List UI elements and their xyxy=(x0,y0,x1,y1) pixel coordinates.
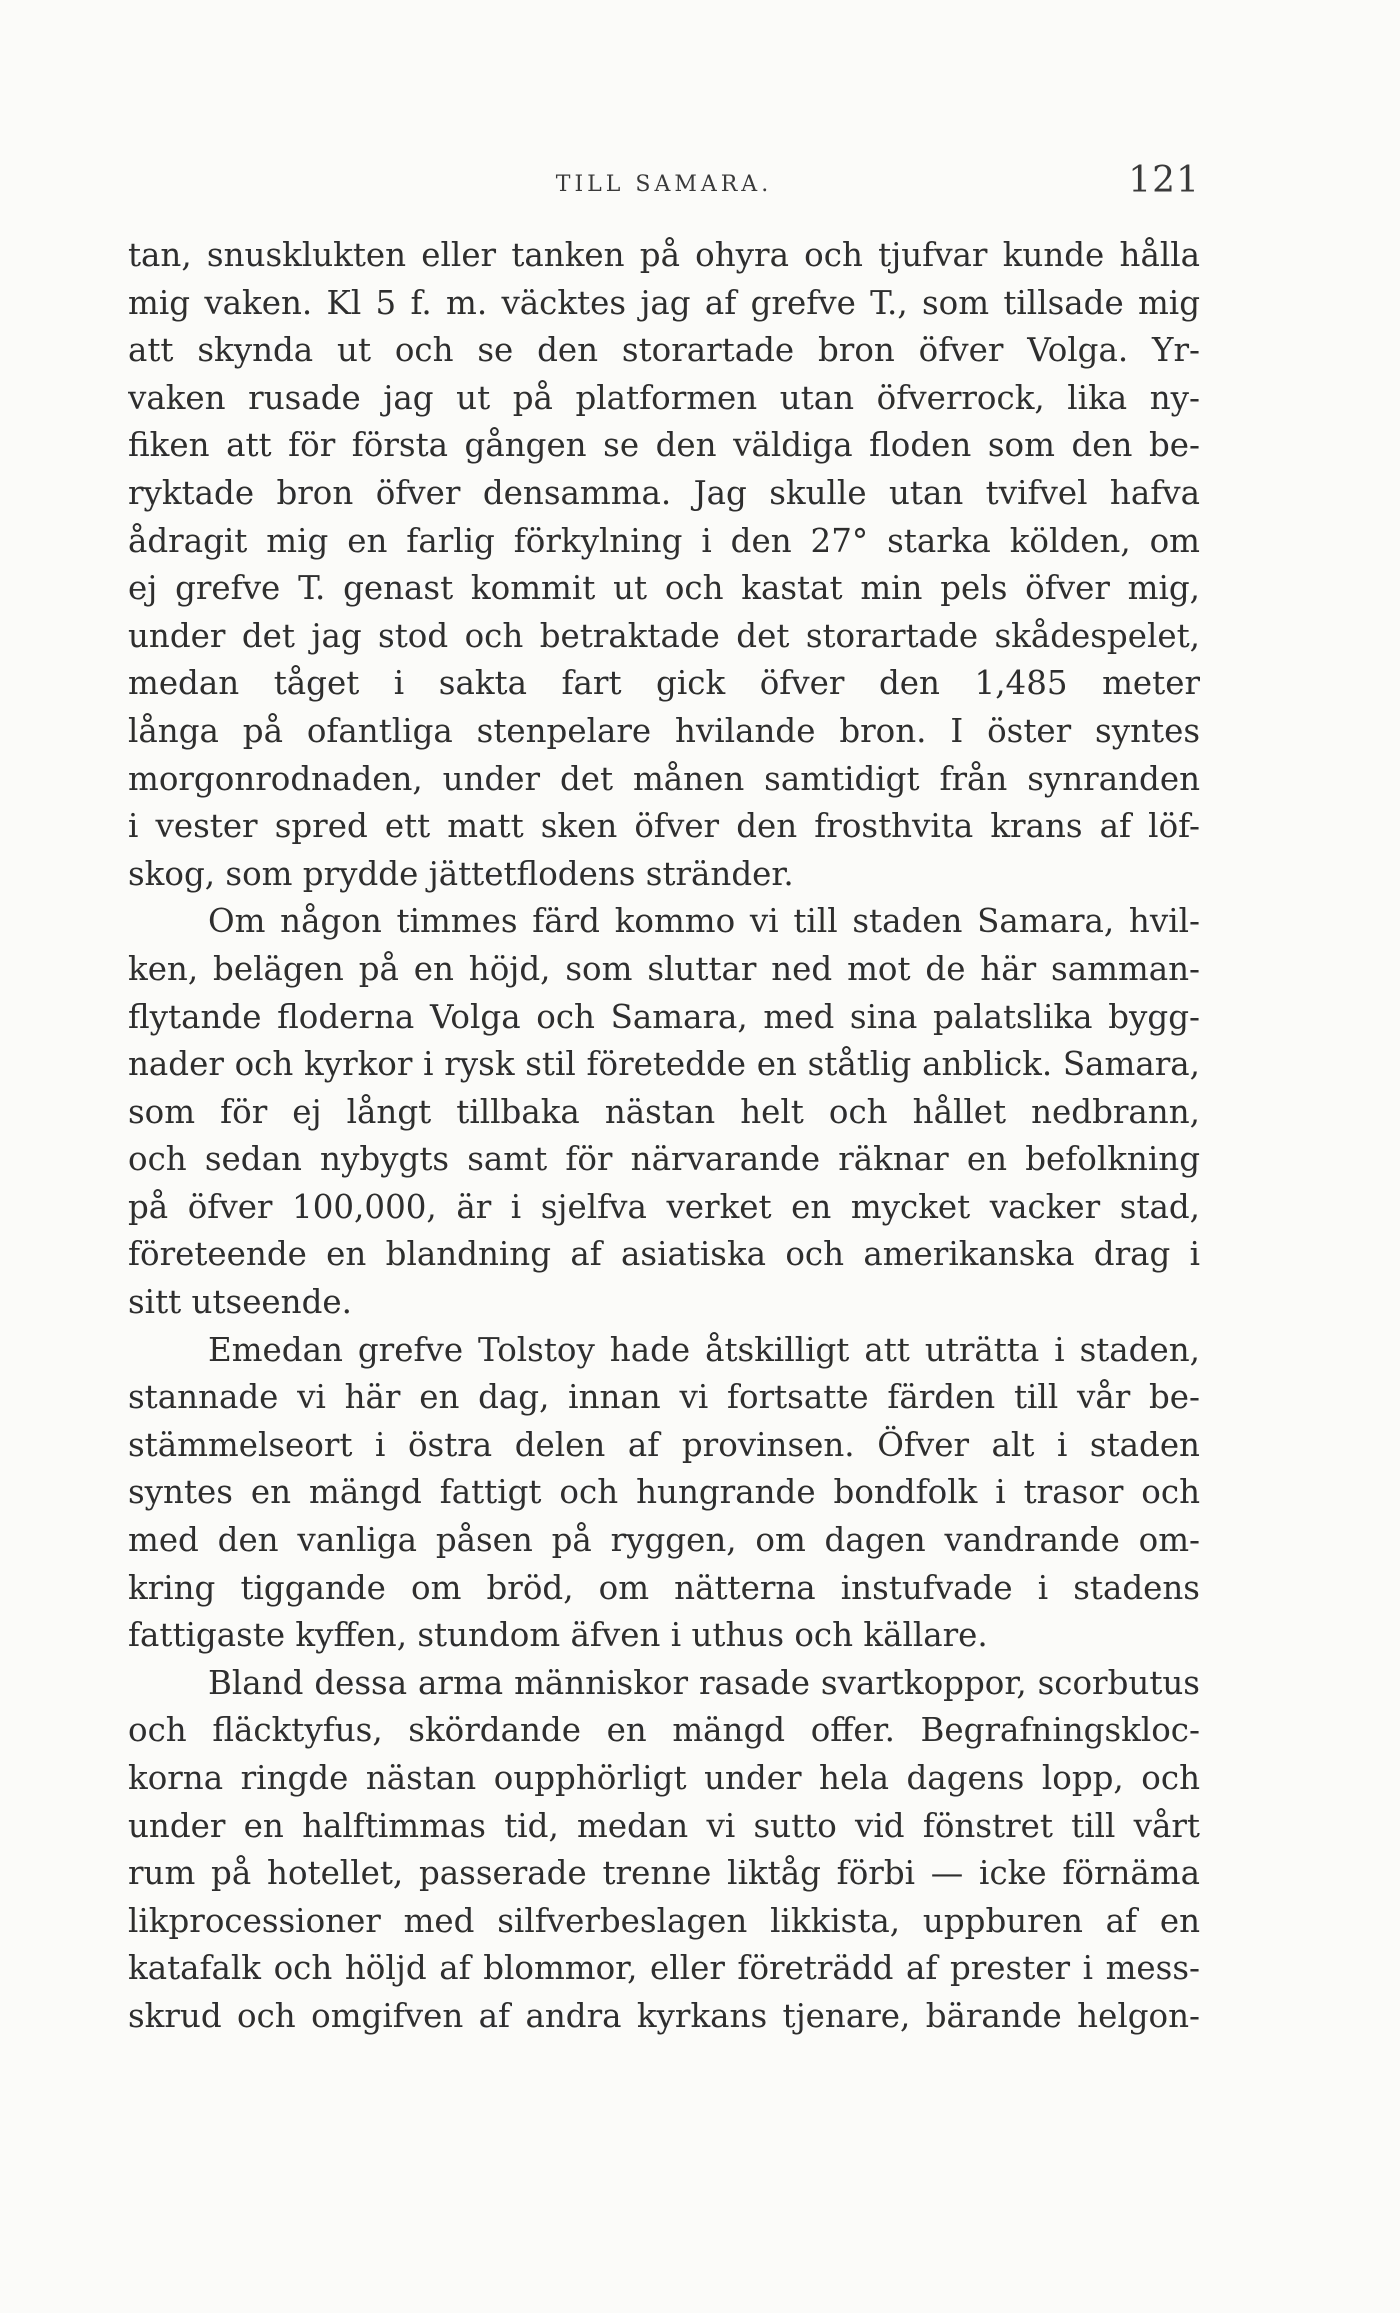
paragraph-start-line: Om någon timmes färd kommo vi till staden Samara, hvil- xyxy=(208,902,1200,941)
text-line: syntes en mängd fattigt och hungrande bondfolk i trasor och xyxy=(128,1473,1200,1512)
text-line: ryktade bron öfver densamma. Jag skulle utan tvifvel hafva xyxy=(128,473,1200,512)
text-line: katafalk och höljd af blommor, eller företrädd af prester i mess- xyxy=(128,1949,1200,1988)
running-head xyxy=(128,160,1200,210)
text-line: i vester spred ett matt sken öfver den frosthvita krans af löf- xyxy=(128,807,1200,846)
text-line: vaken rusade jag ut på platformen utan öfverrock, lika ny- xyxy=(128,378,1200,417)
text-line: rum på hotellet, passerade trenne liktåg förbi — icke förnäma xyxy=(128,1854,1200,1893)
text-line: att skynda ut och se den storartade bron öfver Volga. Yr- xyxy=(128,331,1200,370)
text-line: med den vanliga påsen på ryggen, om dagen vandrande om- xyxy=(128,1521,1200,1560)
paragraph-start-line: Bland dessa arma människor rasade svartkoppor, scorbutus xyxy=(208,1663,1200,1702)
text-line: stämmelseort i östra delen af provinsen. Öfver alt i staden xyxy=(128,1425,1200,1464)
page-number: 121 xyxy=(1128,160,1200,201)
text-line: kring tiggande om bröd, om nätterna instufvade i stadens xyxy=(128,1568,1200,1607)
text-line: likprocessioner med silfverbeslagen likkista, uppburen af en xyxy=(128,1901,1200,1940)
text-line: mig vaken. Kl 5 f. m. väcktes jag af grefve T., som tillsade mig xyxy=(128,283,1200,322)
text-line: företeende en blandning af asiatiska och amerikanska drag i xyxy=(128,1235,1200,1274)
text-line: flytande floderna Volga och Samara, med sina palatslika bygg- xyxy=(128,997,1200,1036)
text-line: morgonrodnaden, under det månen samtidigt från synranden xyxy=(128,759,1200,798)
text-line: under det jag stod och betraktade det storartade skådespelet, xyxy=(128,616,1200,655)
text-line: och fläcktyfus, skördande en mängd offer. Begrafningskloc- xyxy=(128,1711,1200,1750)
text-line: ken, belägen på en höjd, som sluttar ned mot de här samman- xyxy=(128,949,1200,988)
text-line: på öfver 100,000, är i sjelfva verket en mycket vacker stad, xyxy=(128,1187,1200,1226)
text-line: skrud och omgifven af andra kyrkans tjenare, bärande helgon- xyxy=(128,1996,1200,2035)
text-line: ej grefve T. genast kommit ut och kastat min pels öfver mig, xyxy=(128,569,1200,608)
text-line: skog, som prydde jättetflodens stränder. xyxy=(128,854,794,893)
paragraph-start-line: Emedan grefve Tolstoy hade åtskilligt att uträtta i staden, xyxy=(208,1330,1200,1369)
text-line: medan tåget i sakta fart gick öfver den 1,485 meter xyxy=(128,664,1200,703)
text-line: nader och kyrkor i rysk stil företedde en ståtlig anblick. Samara, xyxy=(128,1045,1200,1084)
text-line: korna ringde nästan oupphörligt under hela dagens lopp, och xyxy=(128,1759,1200,1797)
text-line: sitt utseende. xyxy=(128,1283,352,1322)
text-line: stannade vi här en dag, innan vi fortsatte färden till vår be- xyxy=(128,1378,1200,1417)
text-line: ådragit mig en farlig förkylning i den 27° starka kölden, om xyxy=(128,521,1200,560)
text-line: tan, snusklukten eller tanken på ohyra och tjufvar kunde hålla xyxy=(128,236,1200,274)
text-line: fiken att för första gången se den väldiga floden som den be- xyxy=(128,426,1200,465)
text-line: under en halftimmas tid, medan vi sutto vid fönstret till vårt xyxy=(128,1806,1200,1845)
text-line: och sedan nybygts samt för närvarande räknar en befolkning xyxy=(128,1140,1200,1179)
body-text xyxy=(128,232,1200,2041)
text-line: som för ej långt tillbaka nästan helt och hållet nedbrann, xyxy=(128,1092,1200,1131)
text-line: fattigaste kyffen, stundom äfven i uthus och källare. xyxy=(128,1616,988,1655)
running-title: TILL SAMARA. xyxy=(555,172,773,197)
text-line: långa på ofantliga stenpelare hvilande bron. I öster syntes xyxy=(128,711,1200,750)
